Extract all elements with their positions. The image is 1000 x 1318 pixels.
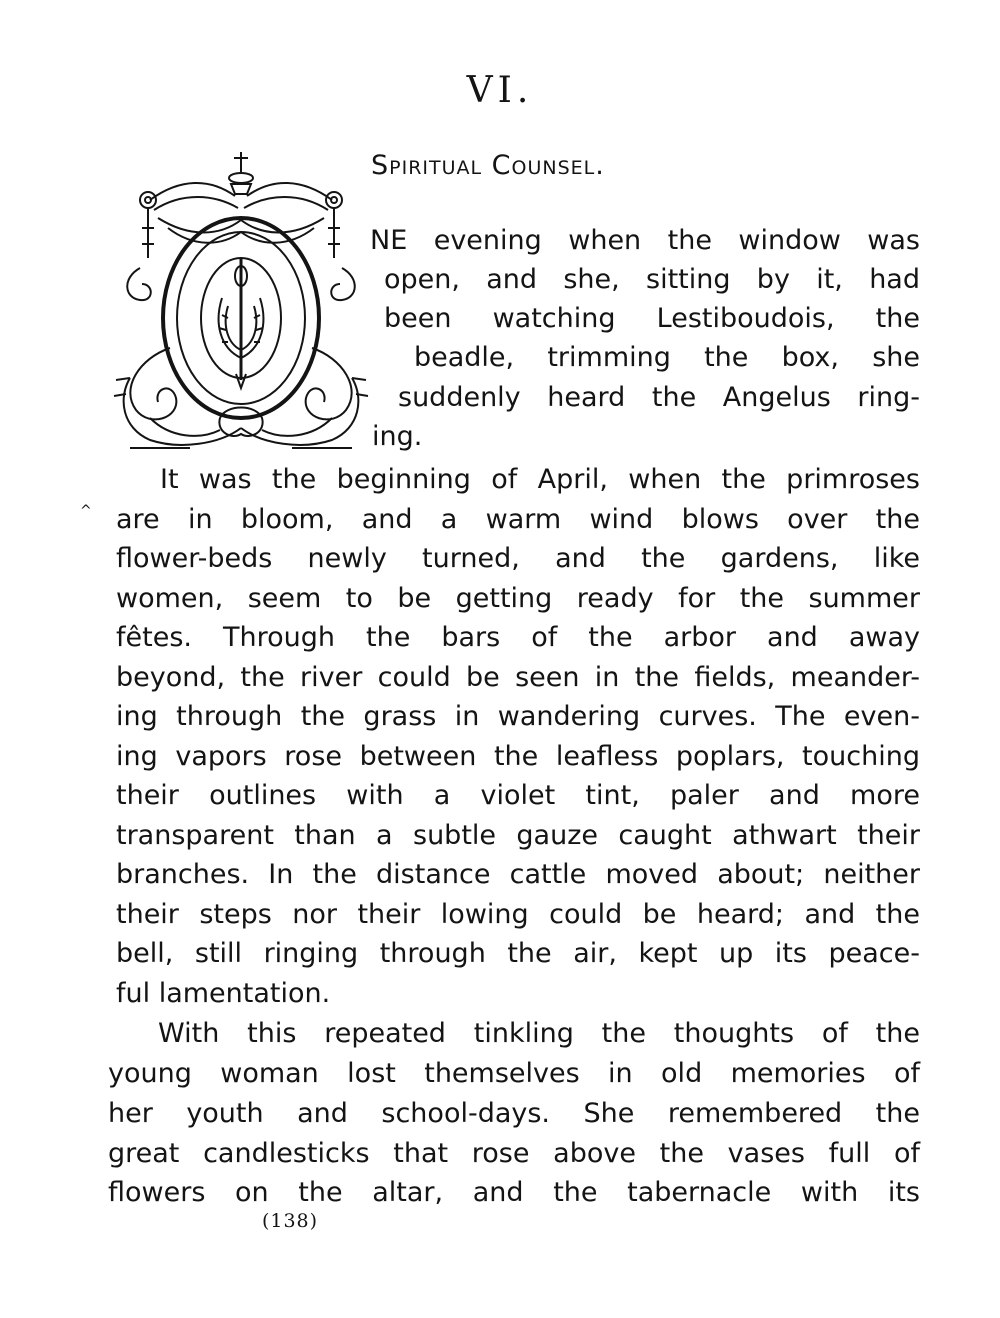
text-line: fêtes. Through the bars of the arbor and away	[116, 622, 920, 653]
text-line: branches. In the distance cattle moved about; neither	[116, 859, 920, 890]
text-line: beyond, the river could be seen in the fields, meander-	[116, 662, 920, 693]
text-line: open, and she, sitting by it, had	[384, 264, 920, 295]
ornamental-initial-o	[110, 148, 372, 456]
text-line: ing vapors rose between the leafless poplars, touching	[116, 741, 920, 772]
text-line: beadle, trimming the box, she	[414, 342, 920, 373]
text-line: her youth and school-days. She remembered the	[108, 1098, 920, 1129]
text-line: bell, still ringing through the air, kept up its peace-	[116, 938, 920, 969]
text-line: are in bloom, and a warm wind blows over the	[116, 504, 920, 535]
chapter-title: Spiritual Counsel.	[371, 150, 605, 181]
text-line: NE evening when the window was	[370, 225, 920, 256]
chapter-number: VI.	[466, 70, 534, 111]
text-line: It was the beginning of April, when the primroses	[160, 464, 920, 495]
text-line: ful lamentation.	[116, 978, 331, 1009]
text-line: flower-beds newly turned, and the gardens, like	[116, 543, 920, 574]
text-line: their outlines with a violet tint, paler and more	[116, 780, 920, 811]
text-line: ing through the grass in wandering curves. The even-	[116, 701, 920, 732]
text-line: ing.	[372, 421, 423, 452]
page-number: (138)	[261, 1210, 319, 1232]
text-line: With this repeated tinkling the thoughts of the	[158, 1018, 920, 1049]
text-line: suddenly heard the Angelus ring-	[398, 382, 920, 413]
margin-mark: ^	[80, 503, 92, 519]
text-line: their steps nor their lowing could be heard; and the	[116, 899, 920, 930]
text-line: transparent than a subtle gauze caught athwart their	[116, 820, 920, 851]
text-line: been watching Lestiboudois, the	[384, 303, 920, 334]
text-line: flowers on the altar, and the tabernacle with its	[108, 1177, 920, 1208]
text-line: great candlesticks that rose above the vases full of	[108, 1138, 920, 1169]
text-line: young woman lost themselves in old memories of	[108, 1058, 920, 1089]
text-line: women, seem to be getting ready for the summer	[116, 583, 920, 614]
